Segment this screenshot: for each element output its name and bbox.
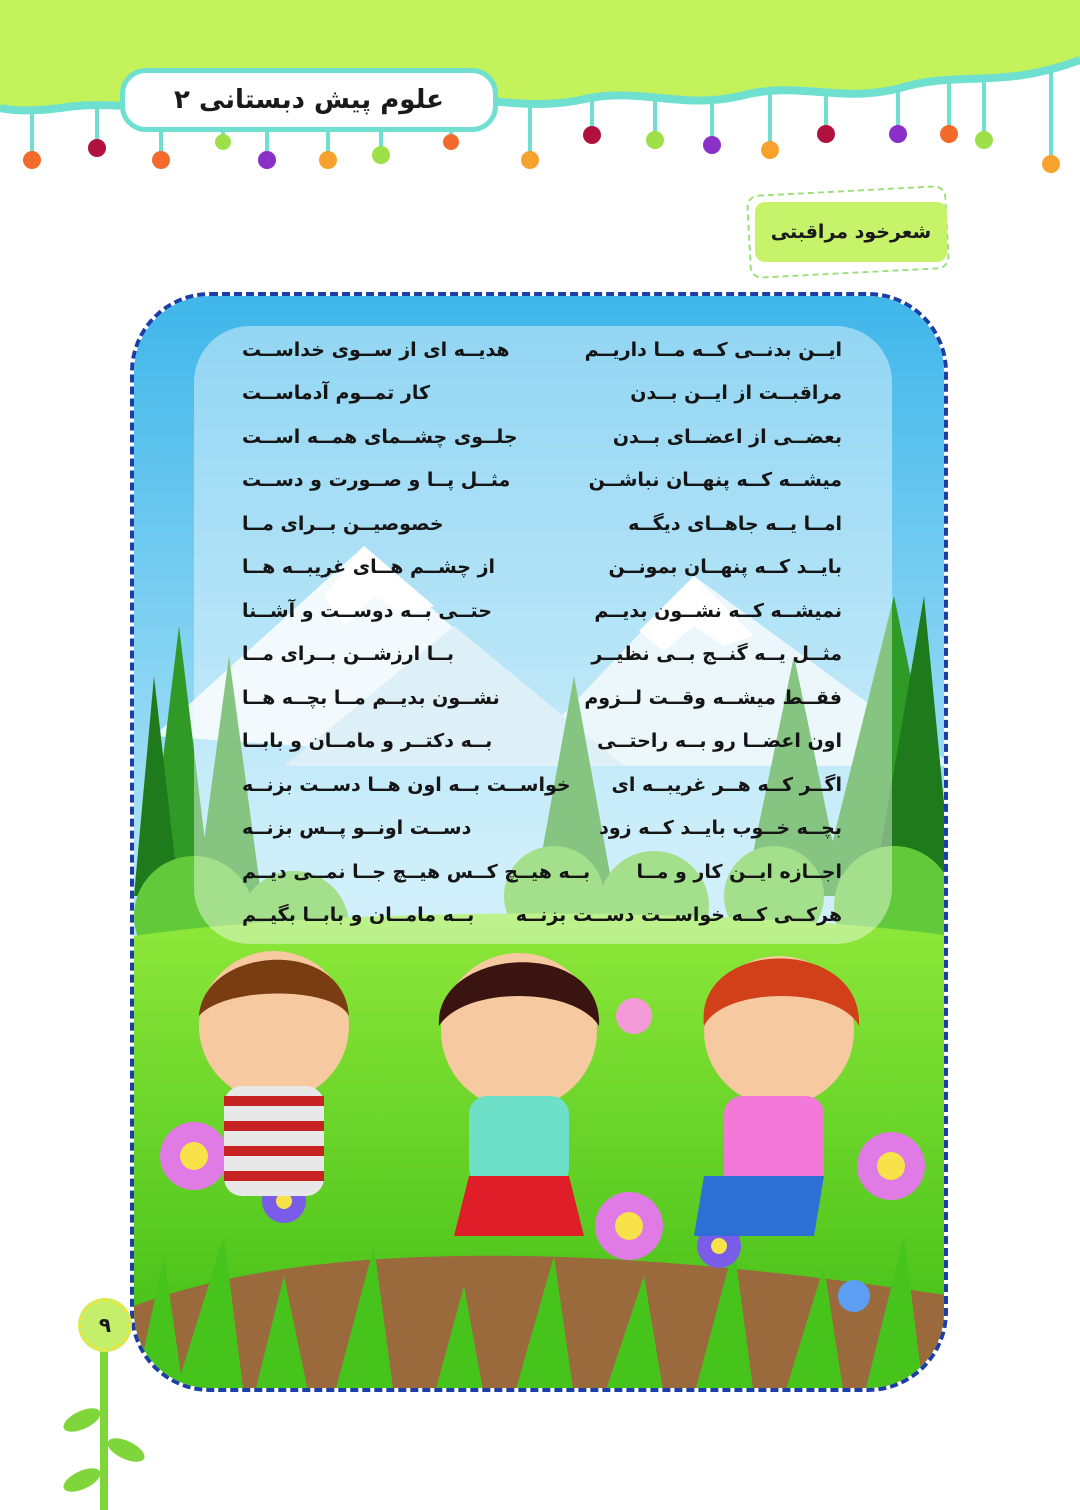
poem-line-right: فقــط میشــه وقــت لــزوم (584, 686, 842, 709)
poem-line-right: اگــر کــه هــر غریبــه ای (611, 773, 842, 796)
poem-line-right: بایــد کــه پنهــان بمونــن (608, 556, 842, 579)
poem-line-left: کار تمــوم آدماســت (242, 382, 430, 405)
poem-row (242, 763, 842, 807)
poem-row (242, 459, 842, 503)
poem-line-right: مراقبــت از ایــن بــدن (630, 382, 842, 405)
poem-line-right: بچــه خــوب بایــد کــه زود (599, 817, 842, 840)
poem-row (242, 807, 842, 851)
poem-row (242, 589, 842, 633)
title-box (120, 68, 498, 132)
poem-line-right: مثــل یــه گنــج بــی نظیــر (591, 643, 842, 666)
poem-line-left: از چشــم هــای غریبــه هــا (242, 556, 496, 579)
poem-line-left: بــه دکتــر و مامــان و بابــا (242, 730, 493, 753)
poem-line-left: مثــل پــا و صــورت و دســت (242, 469, 511, 492)
page-title: علوم پیش دبستانی ۲ (174, 85, 444, 115)
poem-line-right: اون اعضــا رو بــه راحتــی (597, 730, 842, 753)
poem-line-left: بــا ارزشــن بــرای مــا (242, 643, 455, 666)
poem-panel (130, 292, 948, 1392)
poem-row (242, 676, 842, 720)
poem-row (242, 372, 842, 416)
poem-row (242, 546, 842, 590)
poem-row (242, 415, 842, 459)
poem-line-left: خصوصیــن بــرای مــا (242, 512, 444, 535)
poem-line-left: دســت اونــو پــس بزنــه (242, 817, 472, 840)
flower-stem-decoration (60, 1340, 150, 1510)
poem-line-left: هدیــه ای از ســوی خداســت (242, 338, 510, 361)
poem-line-left: بــه هیــچ کــس هیــچ جــا نمــی دیــم (242, 860, 591, 883)
poem-line-left: جلــوی چشــمای همــه اســت (242, 425, 518, 448)
poem (242, 328, 842, 937)
poem-row (242, 894, 842, 938)
poem-row (242, 633, 842, 677)
poem-line-right: بعضــی از اعضــای بــدن (612, 425, 842, 448)
poem-row (242, 502, 842, 546)
poem-line-left: خواســت بــه اون هــا دســت بزنــه (242, 773, 571, 796)
poem-row (242, 850, 842, 894)
poem-line-left: نشــون بدیــم مــا بچــه هــا (242, 686, 500, 709)
poem-line-right: نمیشــه کــه نشــون بدیــم (594, 599, 842, 622)
poem-line-right: ایــن بدنــی کــه مــا داریــم (584, 338, 842, 361)
poem-row (242, 328, 842, 372)
section-label-text: شعرخود مراقبتی (770, 221, 932, 243)
poem-row (242, 720, 842, 764)
page-number-badge (78, 1298, 132, 1352)
page-number: ۹ (98, 1313, 112, 1337)
poem-line-right: امــا یــه جاهــای دیگــه (628, 512, 842, 535)
poem-line-left: بــه مامــان و بابــا بگیــم (242, 904, 475, 927)
poem-line-right: میشــه کــه پنهــان نباشــن (588, 469, 842, 492)
poem-line-right: هرکــی کــه خواســت دســت بزنــه (515, 904, 842, 927)
poem-line-right: اجــازه ایــن کار و مــا (636, 860, 842, 883)
section-label (755, 202, 947, 262)
poem-line-left: حتــی بــه دوســت و آشــنا (242, 599, 492, 622)
